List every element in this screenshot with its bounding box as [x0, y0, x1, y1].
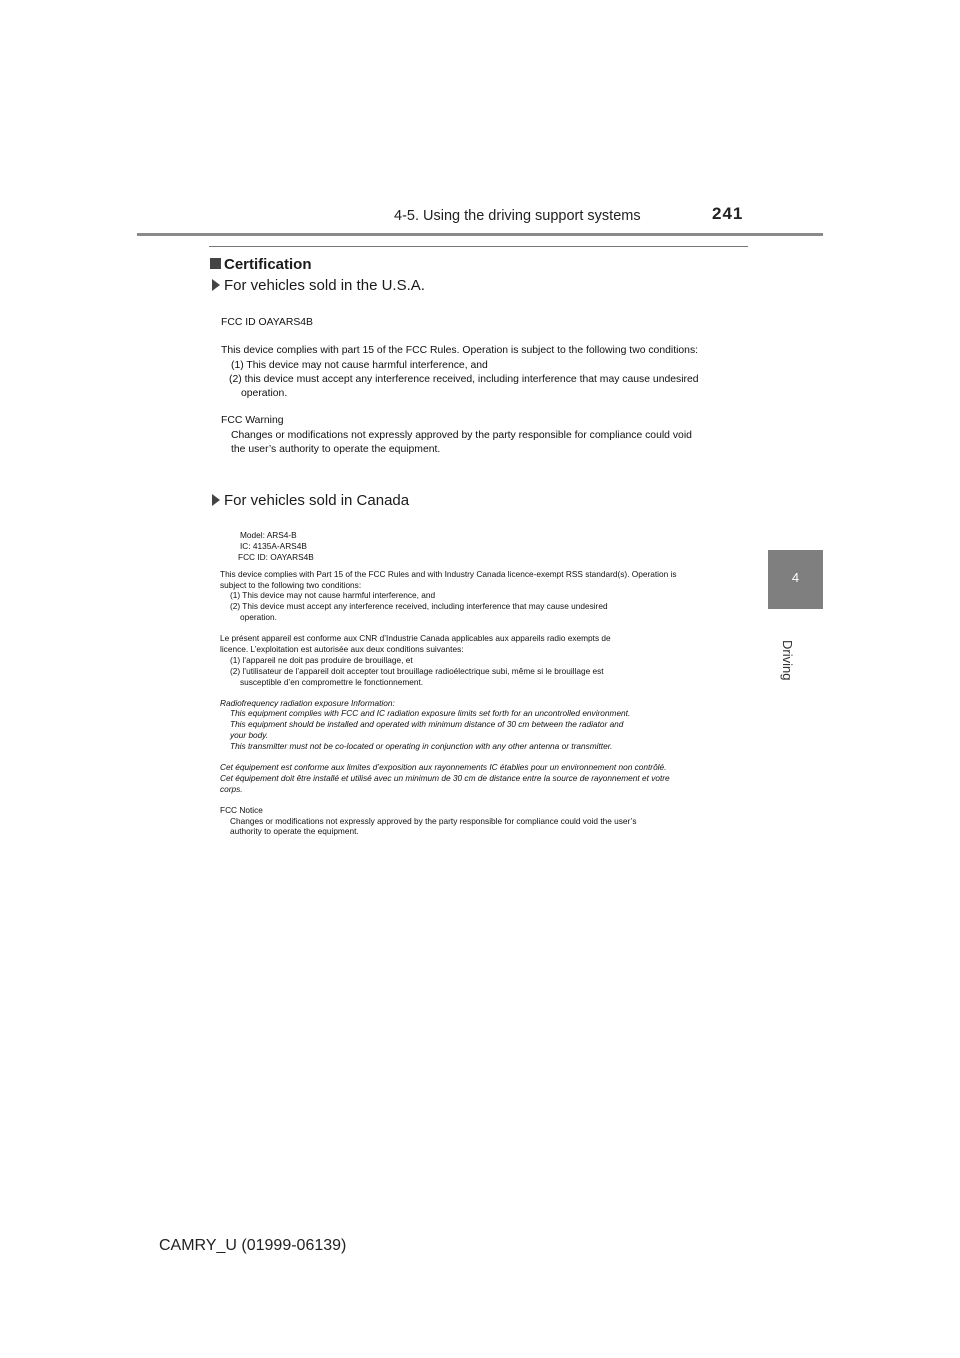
canada-notice-line-2: authority to operate the equipment.: [230, 826, 359, 837]
chapter-tab: [768, 550, 823, 609]
usa-condition-2-cont: operation.: [241, 388, 288, 400]
usa-condition-2: (2) this device must accept any interference received, including interference that may cause undesired: [229, 373, 699, 385]
usa-certification-block: [221, 316, 699, 457]
page-number: 241: [712, 204, 744, 223]
section-heading-text: Certification: [224, 256, 312, 273]
canada-condition-2-cont: operation.: [240, 612, 277, 623]
canada-condition-2: (2) This device must accept any interference received, including interference that may cause undesired: [230, 601, 608, 612]
usa-warning-title: FCC Warning: [221, 415, 284, 427]
usa-heading-text: For vehicles sold in the U.S.A.: [224, 277, 425, 294]
usa-condition-1: (1) This device may not cause harmful interference, and: [231, 359, 488, 371]
square-bullet-icon: [210, 258, 221, 269]
canada-notice-line-1: Changes or modifications not expressly approved by the party responsible for compliance could void the user’s: [230, 815, 637, 826]
canada-french-1a: Le présent appareil est conforme aux CNR d’Industrie Canada applicables aux appareils radio exempts de: [220, 633, 611, 644]
canada-rf-french-1: Cet équipement est conforme aux limites d’exposition aux rayonnements IC établies pour un environnement non contrôlé.: [220, 762, 667, 773]
canada-french-1b: licence. L’exploitation est autorisée aux deux conditions suivantes:: [220, 644, 464, 655]
chapter-number: 4: [791, 570, 800, 585]
canada-rf-french-3: corps.: [220, 783, 243, 794]
canada-condition-1: (1) This device may not cause harmful interference, and: [230, 590, 436, 601]
canada-rf-french-2: Cet équipement doit être installé et utilisé avec un minimum de 30 cm de distance entre la source de rayonnement et votre: [220, 772, 670, 783]
triangle-bullet-icon: [212, 279, 220, 291]
canada-paragraph-1b: subject to the following two conditions:: [220, 579, 362, 590]
usa-warning-line-2: the user’s authority to operate the equipment.: [231, 444, 441, 456]
footer-model-code: CAMRY_U (01999-06139): [159, 1237, 347, 1254]
usa-heading: [212, 277, 425, 294]
canada-rf-line-1: This equipment complies with FCC and IC radiation exposure limits set forth for an uncontrolled environment.: [230, 708, 631, 719]
canada-rf-line-3: your body.: [230, 730, 269, 741]
canada-french-condition-2-cont: susceptible d’en compromettre le fonctionnement.: [240, 676, 424, 687]
canada-rf-line-2: This equipment should be installed and operated with minimum distance of 30 cm between the radiator and: [230, 719, 624, 730]
canada-french-condition-1: (1) l’appareil ne doit pas produire de brouillage, et: [230, 654, 413, 665]
canada-fcc-id: FCC ID: OAYARS4B: [238, 551, 314, 562]
canada-notice-title: FCC Notice: [220, 804, 263, 815]
usa-paragraph-1: This device complies with part 15 of the FCC Rules. Operation is subject to the following two conditions:: [221, 345, 699, 357]
canada-rf-title: Radiofrequency radiation exposure Information:: [220, 697, 395, 708]
usa-fcc-id: FCC ID OAYARS4B: [221, 317, 313, 328]
triangle-bullet-icon: [212, 494, 220, 506]
section-heading: [210, 256, 312, 273]
section-rule: [209, 246, 748, 247]
header-title: 4-5. Using the driving support systems: [394, 208, 641, 224]
chapter-label: Driving: [780, 640, 795, 681]
canada-paragraph-1a: This device complies with Part 15 of the FCC Rules and with Industry Canada licence-exempt RSS standard(s). Operation is: [220, 568, 677, 579]
canada-rf-line-4: This transmitter must not be co-located or operating in conjunction with any other antenna or transmitter.: [230, 741, 613, 752]
canada-heading: [212, 492, 409, 509]
canada-model: Model: ARS4-B: [240, 530, 297, 540]
canada-heading-text: For vehicles sold in Canada: [224, 492, 410, 509]
usa-warning-line-1: Changes or modifications not expressly approved by the party responsible for compliance could void: [231, 429, 692, 441]
canada-french-condition-2: (2) l’utilisateur de l’appareil doit accepter tout brouillage radioélectrique subi, même si le brouillage est: [230, 665, 604, 676]
canada-certification-block: [220, 530, 677, 837]
header-rule: [137, 233, 823, 236]
canada-ic: IC: 4135A-ARS4B: [240, 540, 307, 551]
